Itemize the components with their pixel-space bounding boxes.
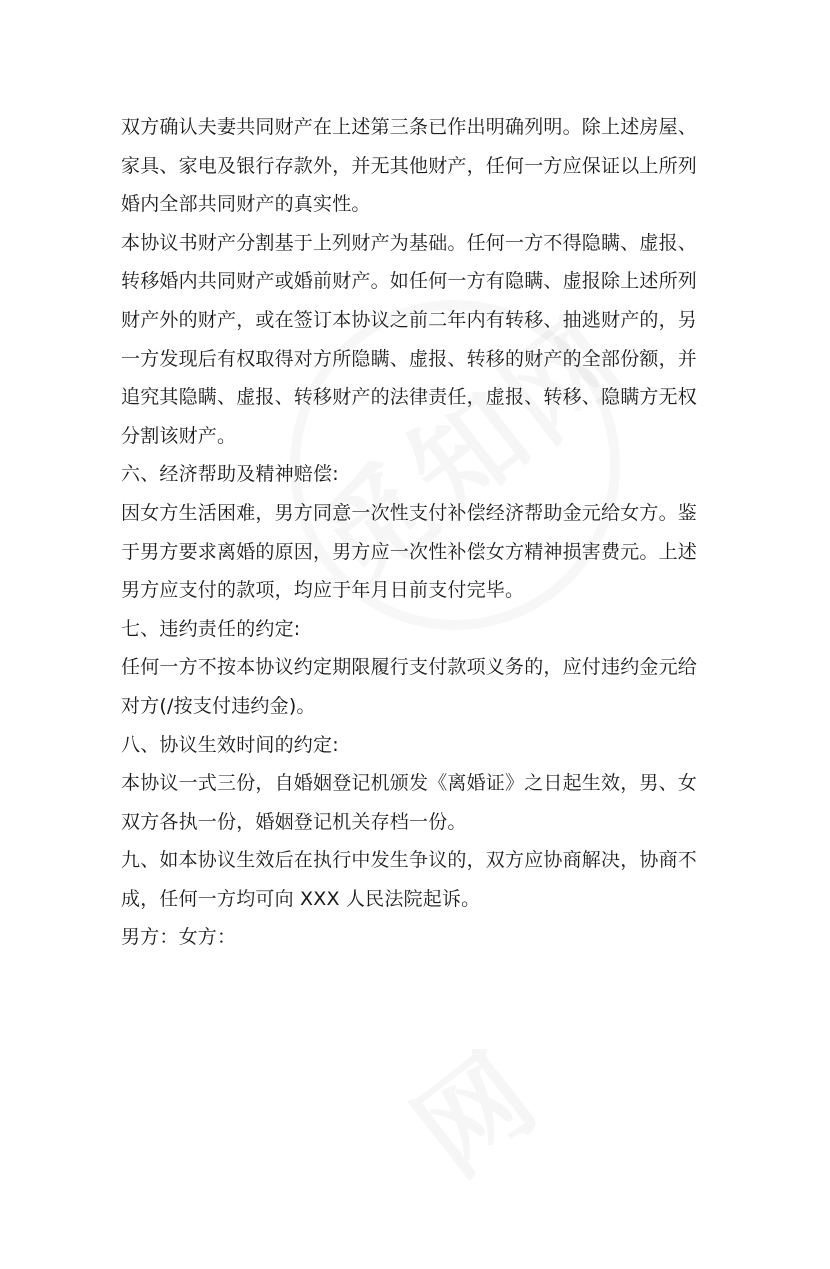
- watermark-text-bottom: [398, 1033, 559, 1192]
- watermark-logo-bottom: [326, 951, 654, 1269]
- text-line: 双方确认夫妻共同财产在上述第三条已作出明确列明。除上述房屋、: [121, 116, 698, 138]
- paragraph-property-confirmation: [121, 108, 721, 224]
- text-line: 九、如本协议生效后在执行中发生争议的，双方应协商解决，协商不: [121, 849, 698, 872]
- section-heading-8: [121, 726, 721, 765]
- heading-line: 六、经济帮助及精神赔偿:: [121, 463, 339, 486]
- text-line: 双方各执一份，婚姻登记机关存档一份。: [121, 810, 467, 833]
- paragraph-compensation: [121, 494, 721, 610]
- text-line: 任何一方不按本协议约定期限履行支付款项义务的，应付违约金元给: [121, 656, 698, 679]
- text-line: 转移婚内共同财产或婚前财产。如任何一方有隐瞒、虚报除上述所列: [121, 270, 698, 293]
- text-line: 财产外的财产，或在签订本协议之前二年内有转移、抽逃财产的，另: [121, 308, 698, 331]
- text-line: 分割该财产。: [121, 424, 237, 447]
- text-line: 追究其隐瞒、虚报、转移财产的法律责任，虚报、转移、隐瞒方无权: [121, 386, 698, 409]
- signature-line: [121, 918, 721, 957]
- text-line: 本协议书财产分割基于上列财产为基础。任何一方不得隐瞒、虚报、: [121, 231, 698, 254]
- paragraph-effective-date: [121, 764, 721, 841]
- heading-line: 七、违约责任的约定:: [121, 617, 301, 640]
- text-line: 成，任何一方均可向 XXX 人民法院起诉。: [121, 887, 481, 910]
- text-line: 一方发现后有权取得对方所隐瞒、虚报、转移的财产的全部份额，并: [121, 347, 698, 370]
- signature-parties: 男方：女方：: [121, 926, 237, 949]
- text-line: 婚内全部共同财产的真实性。: [121, 193, 371, 216]
- heading-line: 八、协议生效时间的约定:: [121, 733, 339, 756]
- section-heading-6: [121, 455, 721, 494]
- text-line: 因女方生活困难，男方同意一次性支付补偿经济帮助金元给女方。鉴: [121, 501, 698, 524]
- text-line: 本协议一式三份，自婚姻登记机颁发《离婚证》之日起生效，男、女: [121, 772, 698, 795]
- text-line: 男方应支付的款项，均应于年月日前支付完毕。: [121, 579, 525, 602]
- text-line: 于男方要求离婚的原因，男方应一次性补偿女方精神损害费元。上述: [121, 540, 698, 563]
- paragraph-breach: [121, 648, 721, 725]
- section-heading-7: [121, 610, 721, 649]
- text-line: 对方(/按支付违约金)。: [121, 694, 316, 717]
- text-line: 家具、家电及银行存款外，并无其他财产，任何一方应保证以上所列: [121, 154, 698, 177]
- paragraph-property-division: [121, 224, 721, 456]
- document-body: [121, 108, 721, 957]
- paragraph-dispute: [121, 841, 721, 918]
